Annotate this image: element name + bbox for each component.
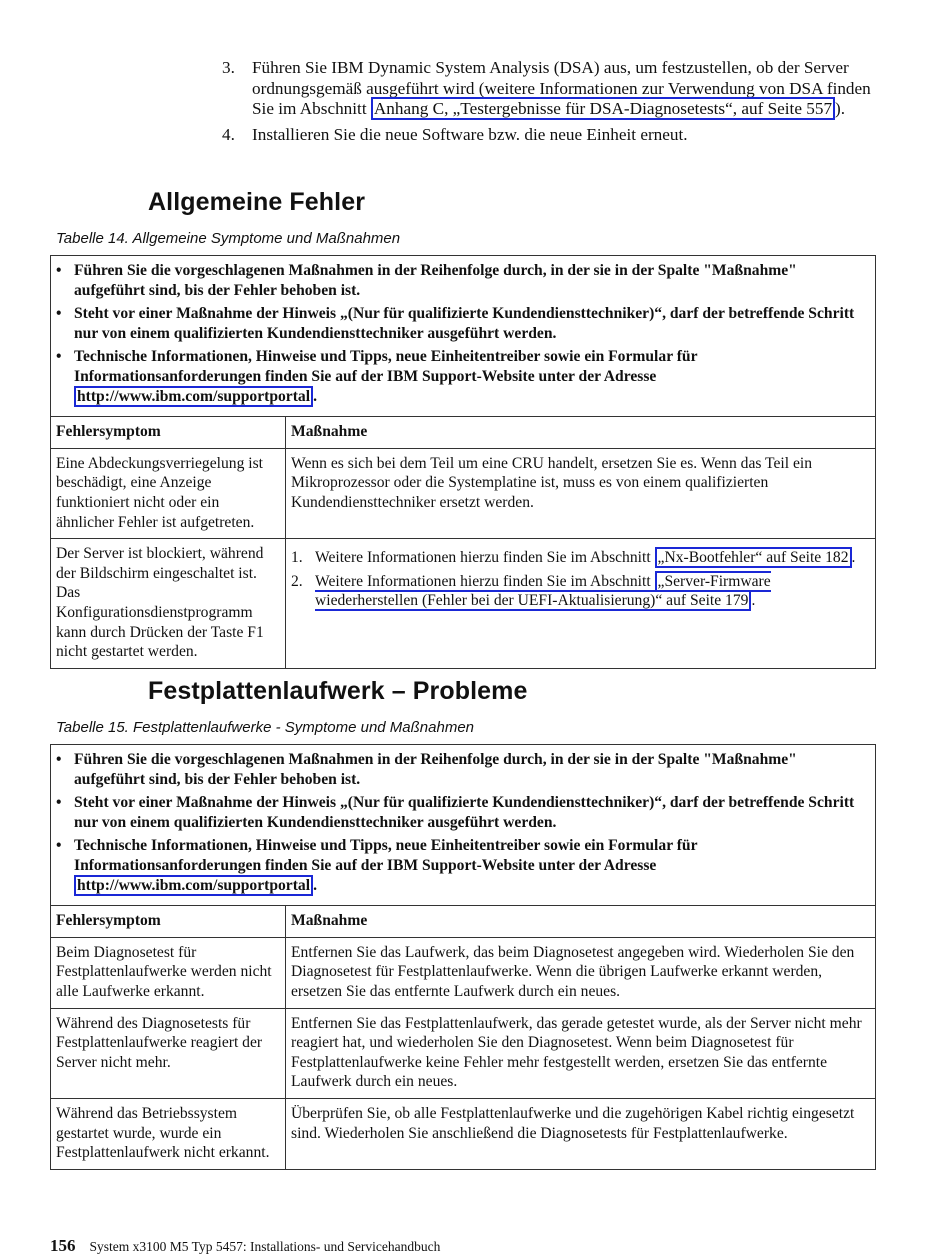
table-notes [51,745,876,906]
ibm-support-link[interactable]: http://www.ibm.com/supportportal [74,875,313,896]
note-item: • Steht vor einer Maßnahme der Hinweis „(Nur für qualifizierte Kundendiensttechniker)“, darf der betreffende Schritt nur von einem qualifizierten Kundendiensttechniker ausgeführt werden. [56,794,855,831]
bullet-icon: • [56,794,62,812]
step-number: 3. [222,58,235,77]
note-item: • Technische Informationen, Hinweise und Tipps, neue Einheitentreiber sowie ein Formular für Informationsanforderungen finden Sie auf der IBM Support-Website unter der Adresse http://www.ibm.com/supportportal . [56,837,698,894]
column-header-symptom: Fehlersymptom [51,417,286,449]
page-number: 156 [50,1236,76,1255]
table-header-row [51,906,876,938]
step-text: Installieren Sie die neue Software bzw. die neue Einheit erneut. [252,124,688,144]
procedure-steps [222,58,882,150]
note-item: • Technische Informationen, Hinweise und Tipps, neue Einheitentreiber sowie ein Formular für Informationsanforderungen finden Sie auf der IBM Support-Website unter der Adresse http://www.ibm.com/supportportal . [56,348,698,405]
column-header-action: Maßnahme [286,906,876,938]
step-number: 4. [222,124,235,144]
table-15-caption: Tabelle 15. Festplattenlaufwerke - Symptome und Maßnahmen [56,719,475,736]
table-row [51,937,876,1008]
action-cell: Entfernen Sie das Laufwerk, das beim Diagnosetest angegeben wird. Wiederholen Sie den Diagnosetest für Festplattenlaufwerke. Wenn die übrigen Laufwerke erkannt werden, ersetzen Sie das entfernte Laufwerk durch ein neues. [286,937,876,1008]
symptom-cell: Beim Diagnosetest für Festplattenlaufwerke werden nicht alle Laufwerke erkannt. [51,937,286,1008]
appendix-c-link[interactable]: Anhang C, „Testergebnisse für DSA-Diagnosetests“, auf Seite 557 [371,97,835,120]
section-title-hard-disk-problems: Festplattenlaufwerk – Probleme [148,677,528,705]
bullet-icon: • [56,837,62,855]
action-cell: Überprüfen Sie, ob alle Festplattenlaufwerke und die zugehörigen Kabel richtig eingesetzt sind. Wiederholen Sie anschließend die Diagnosetests für Festplattenlaufwerke. [286,1098,876,1169]
table-15 [50,744,876,1170]
firmware-recovery-link[interactable]: „Server-Firmware wiederherstellen (Fehler bei der UEFI-Aktualisierung)“ auf Seite 179 [315,572,771,610]
column-header-action: Maßnahme [286,417,876,449]
table-row [51,1098,876,1169]
bullet-icon: • [56,262,62,279]
step-3: 3. Führen Sie IBM Dynamic System Analysis (DSA) aus, um festzustellen, ob der Server ordnungsgemäß ausgeführt wird (weitere Informationen zur Verwendung von DSA finden Sie im Abschnitt Anhang C, „Testergebnisse für DSA-Diagnosetests“, auf Seite 557 ). [222,58,871,119]
section-title-general-errors: Allgemeine Fehler [148,188,366,216]
document-title: System x3100 M5 Typ 5457: Installations- und Servicehandbuch [89,1239,441,1254]
step-text: Führen Sie IBM Dynamic System Analysis (DSA) aus, um festzustellen, ob der Server ordnungsgemäß ausgeführt wird (weitere Informationen zur Verwendung von DSA finden Sie im Abschnitt [252,58,871,119]
symptom-cell: Während das Betriebssystem gestartet wurde, wurde ein Festplattenlaufwerk nicht erkannt. [51,1098,286,1169]
action-list [291,548,870,611]
table-row [51,539,876,669]
note-item: • Steht vor einer Maßnahme der Hinweis „(Nur für qualifizierte Kundendiensttechniker)“, darf der betreffende Schritt nur von einem qualifizierten Kundendiensttechniker ausgeführt werden. [56,305,855,342]
symptom-cell: Der Server ist blockiert, während der Bildschirm eingeschaltet ist. Das Konfigurationsdienstprogramm kann durch Drücken der Taste F1 nicht gestartet werden. [51,539,286,669]
table-14 [50,255,876,669]
column-header-symptom: Fehlersymptom [51,906,286,938]
nx-boot-error-link[interactable]: „Nx-Bootfehler“ auf Seite 182 [655,547,852,568]
step-4 [222,125,882,146]
table-14-caption: Tabelle 14. Allgemeine Symptome und Maßnahmen [56,230,401,247]
bullet-icon: • [56,348,62,366]
symptom-cell: Eine Abdeckungsverriegelung ist beschädigt, eine Anzeige funktioniert nicht oder ein ähnlicher Fehler ist aufgetreten. [51,448,286,538]
action-cell: Entfernen Sie das Festplattenlaufwerk, das gerade getestet wurde, als der Server nicht mehr reagiert hat, und wiederholen Sie den Diagnosetest. Wenn beim Diagnosetest für Festplattenlaufwerke keine Fehler mehr festgestellt werden, ersetzen Sie das entfernte Laufwerk durch ein neues. [286,1008,876,1098]
page-footer [50,1236,440,1256]
bullet-icon: • [56,305,62,323]
action-list-item: 2. Weitere Informationen hierzu finden Sie im Abschnitt „Server-Firmware wiederherstellen (Fehler bei der UEFI-Aktualisierung)“ auf Seite 179 . [291,572,771,610]
symptom-cell: Während des Diagnosetests für Festplattenlaufwerke reagiert der Server nicht mehr. [51,1008,286,1098]
note-item: • Führen Sie die vorgeschlagenen Maßnahmen in der Reihenfolge durch, in der sie in der Spalte "Maßnahme" aufgeführt sind, bis der Fehler behoben ist. [56,262,797,299]
action-list-item: 1. Weitere Informationen hierzu finden Sie im Abschnitt „Nx-Bootfehler“ auf Seite 182 . [291,549,856,567]
bullet-icon: • [56,751,62,768]
table-notes [51,256,876,417]
table-row [51,448,876,538]
table-row [51,1008,876,1098]
action-cell: Wenn es sich bei dem Teil um eine CRU handelt, ersetzen Sie es. Wenn das Teil ein Mikroprozessor oder die Systemplatine ist, muss es von einem qualifizierten Kundendiensttechniker ersetzt werden. [286,448,876,538]
note-item: • Führen Sie die vorgeschlagenen Maßnahmen in der Reihenfolge durch, in der sie in der Spalte "Maßnahme" aufgeführt sind, bis der Fehler behoben ist. [56,751,797,788]
table-header-row [51,417,876,449]
action-cell [286,539,876,669]
ibm-support-link[interactable]: http://www.ibm.com/supportportal [74,386,313,407]
